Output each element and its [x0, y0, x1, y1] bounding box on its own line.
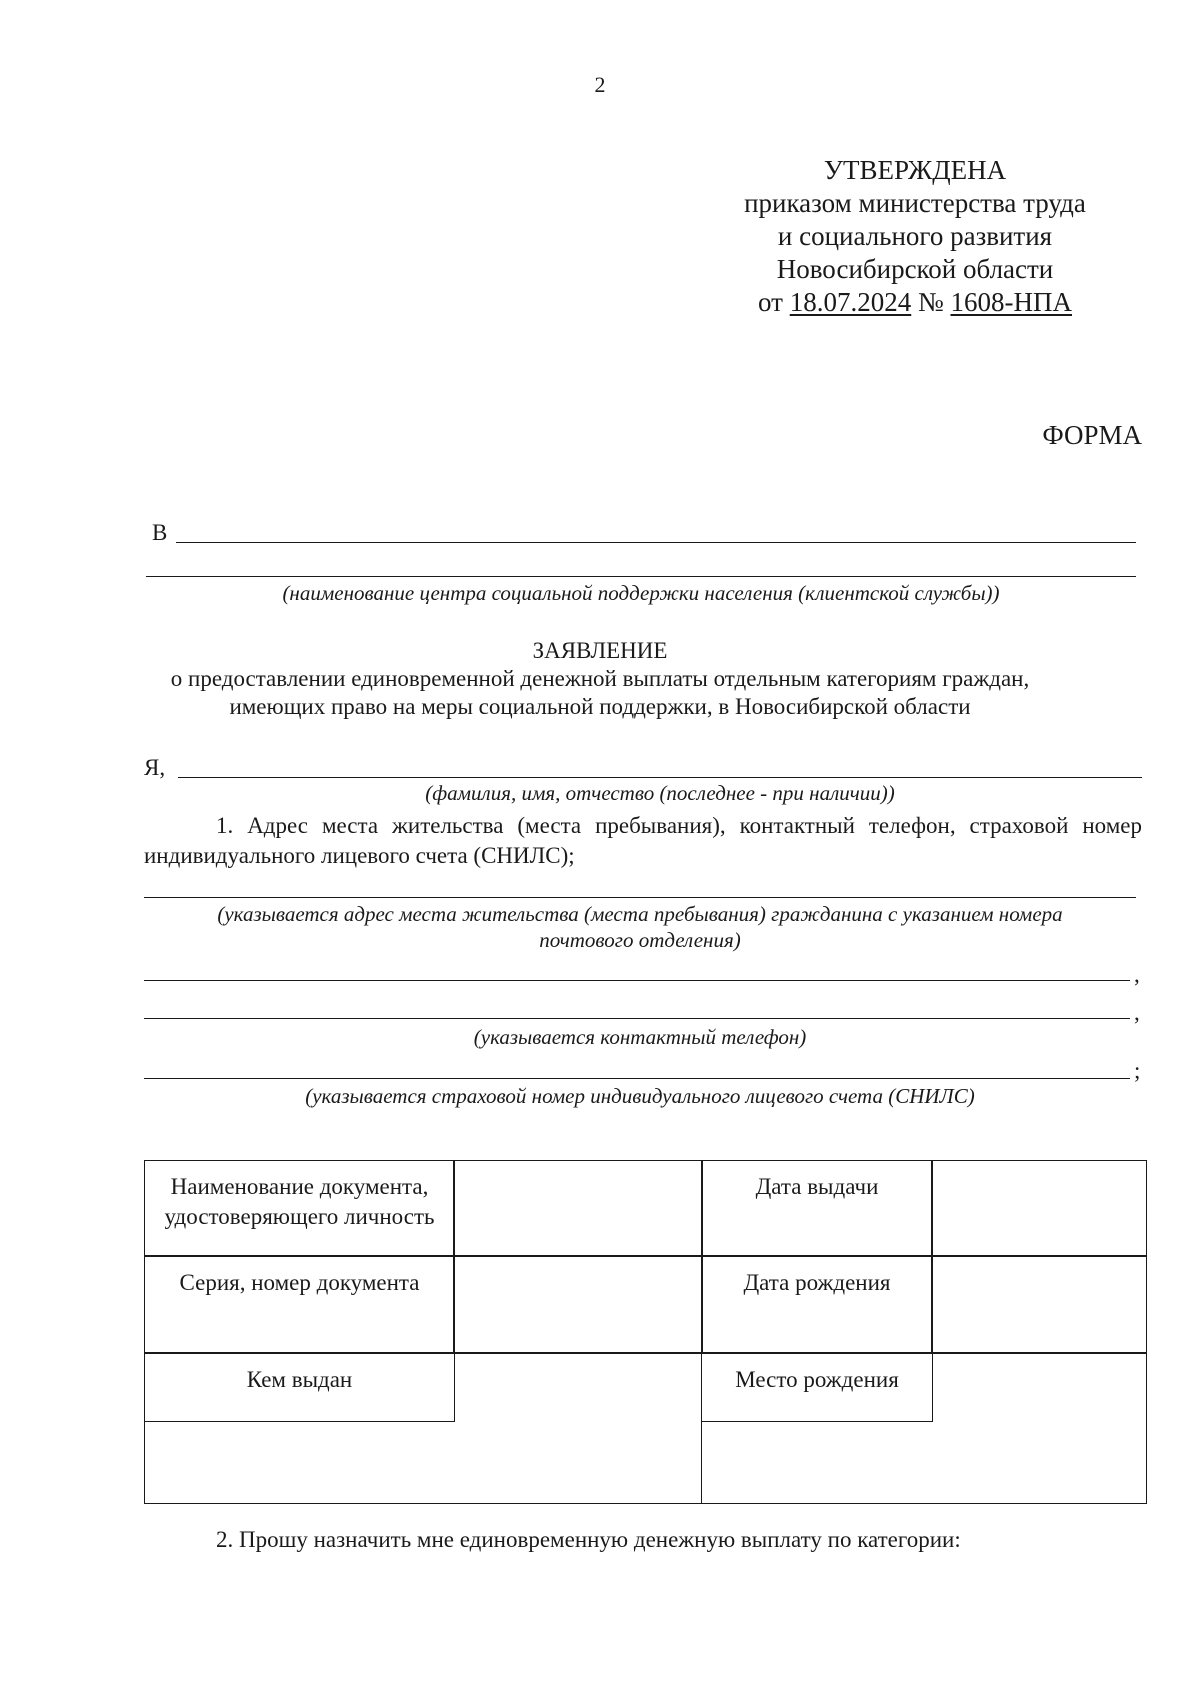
address-caption: (указывается адрес места жительства (места пребывания) гражданина с указанием номера почтового отделения) [217, 902, 1063, 952]
issue-date-value-cell[interactable] [931, 1160, 1147, 1257]
approval-line-3: Новосибирской области [776, 254, 1054, 284]
birth-date-value-cell[interactable] [931, 1255, 1147, 1354]
addressee-line-1[interactable] [176, 542, 1136, 543]
birth-place-label: Место рождения [735, 1367, 899, 1392]
applicant-name-line[interactable] [178, 777, 1142, 778]
series-number-label: Серия, номер документа [179, 1270, 420, 1295]
approval-line-1: приказом министерства труда [744, 188, 1086, 218]
approval-line-2: и социального развития [777, 221, 1053, 251]
addressee-caption: (наименование центра социальной поддержки населения (клиентской службы)) [282, 581, 1000, 605]
approval-date-line [690, 286, 1140, 319]
approval-number: 1608-НПА [950, 287, 1072, 317]
series-value-cell[interactable] [453, 1255, 703, 1354]
address-line[interactable] [144, 897, 1136, 898]
birth-date-label: Дата рождения [743, 1270, 891, 1295]
phone-line[interactable] [144, 1018, 1130, 1019]
semicolon: ; [1134, 1058, 1141, 1083]
addressee-prefix: В [152, 520, 168, 545]
item-1-text: 1. Адрес места жительства (места пребывания), контактный телефон, страховой номер индивидуального лицевого счета (СНИЛС); [144, 813, 1142, 868]
doc-name-value-cell[interactable] [453, 1160, 703, 1257]
statement-title: ЗАЯВЛЕНИЕ [532, 638, 668, 663]
phone-caption: (указывается контактный телефон) [473, 1025, 807, 1049]
approval-date-prefix: от [758, 287, 783, 317]
statement-heading [0, 637, 1200, 721]
issued-by-label: Кем выдан [246, 1367, 353, 1392]
comma-2: , [1134, 1000, 1140, 1025]
statement-subtitle-2: имеющих право на меры социальной поддержки, в Новосибирской области [229, 694, 971, 719]
snils-line[interactable] [144, 1078, 1130, 1079]
address-line-2[interactable] [144, 980, 1130, 981]
form-label: ФОРМА [1042, 420, 1142, 450]
applicant-prefix: Я, [144, 755, 166, 780]
snils-caption: (указывается страховой номер индивидуального лицевого счета (СНИЛС) [305, 1084, 975, 1108]
doc-name-label: Наименование документа, удостоверяющего личность [164, 1174, 435, 1229]
item-2-text: 2. Прошу назначить мне единовременную денежную выплату по категории: [216, 1527, 961, 1552]
page-number: 2 [594, 72, 606, 97]
approval-number-sign: № [917, 287, 944, 317]
approval-date: 18.07.2024 [789, 287, 912, 317]
approval-title: УТВЕРЖДЕНА [823, 155, 1007, 185]
applicant-caption: (фамилия, имя, отчество (последнее - при наличии)) [425, 781, 895, 805]
comma-1: , [1134, 962, 1140, 987]
statement-subtitle-1: о предоставлении единовременной денежной выплаты отдельным категориям граждан, [170, 666, 1030, 691]
addressee-line-2[interactable] [146, 576, 1136, 577]
approval-block [690, 154, 1140, 319]
issue-date-label: Дата выдачи [755, 1174, 879, 1199]
